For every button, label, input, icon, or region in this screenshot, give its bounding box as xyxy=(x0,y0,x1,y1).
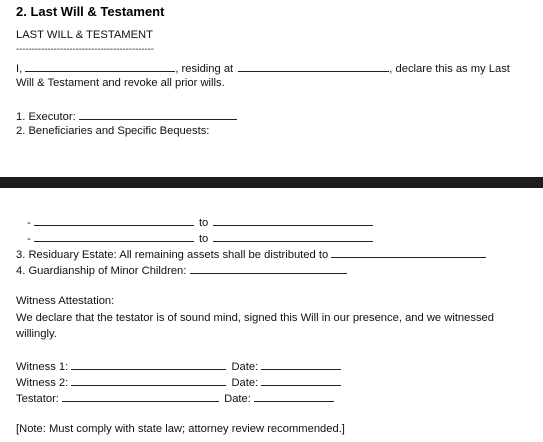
testator-address-field[interactable] xyxy=(238,61,389,72)
witness2-label: Witness 2: xyxy=(16,377,69,389)
guardianship-field[interactable] xyxy=(190,263,347,274)
residuary-beneficiary-field[interactable] xyxy=(331,247,486,258)
witness1-signature-field[interactable] xyxy=(71,359,226,370)
beneficiaries-label: 2. Beneficiaries and Specific Bequests: xyxy=(16,125,210,137)
residuary-label: 3. Residuary Estate: All remaining assets shall be distributed to xyxy=(16,249,329,261)
bequest-bullet: - xyxy=(27,233,31,245)
section-heading: 2. Last Will & Testament xyxy=(16,4,165,19)
witness1-label: Witness 1: xyxy=(16,361,69,373)
executor-row xyxy=(16,109,237,124)
witness2-date-field[interactable] xyxy=(261,375,341,386)
bequest-recipient-field[interactable] xyxy=(213,215,373,226)
document-title: LAST WILL & TESTAMENT xyxy=(16,29,153,41)
intro-line-1 xyxy=(16,61,510,76)
intro-i-label: I, xyxy=(16,63,23,75)
intro-declare-label: , declare this as my Last xyxy=(389,63,510,75)
bequest-recipient-field[interactable] xyxy=(213,231,373,242)
witness-statement: We declare that the testator is of sound mind, signed this Will in our presence, and we witnessed willingly. xyxy=(16,312,494,340)
witness2-row xyxy=(16,375,341,390)
testator-name-field[interactable] xyxy=(25,61,175,72)
witness1-date-label: Date: xyxy=(231,361,259,373)
testator-signature-field[interactable] xyxy=(62,391,219,402)
intro-residing-label: , residing at xyxy=(175,63,234,75)
bequest-item-field[interactable] xyxy=(34,215,194,226)
witness1-row xyxy=(16,359,341,374)
testator-date-field[interactable] xyxy=(254,391,334,402)
testator-date-label: Date: xyxy=(224,393,251,405)
guardianship-label: 4. Guardianship of Minor Children: xyxy=(16,265,187,277)
bequest-item-field[interactable] xyxy=(34,231,194,242)
witness2-signature-field[interactable] xyxy=(71,375,226,386)
bequest-row xyxy=(27,215,373,230)
executor-field[interactable] xyxy=(79,109,237,120)
testator-label: Testator: xyxy=(16,393,59,405)
witness1-date-field[interactable] xyxy=(261,359,341,370)
page-divider xyxy=(0,177,543,188)
bequest-to-label: to xyxy=(198,233,209,245)
testator-row xyxy=(16,391,334,406)
guardianship-row xyxy=(16,263,347,278)
residuary-row xyxy=(16,247,486,262)
title-separator: -------------------------------------------- xyxy=(16,44,154,55)
bequest-bullet: - xyxy=(27,217,31,229)
witness-heading: Witness Attestation: xyxy=(16,295,115,307)
bequest-to-label: to xyxy=(198,217,209,229)
bequest-row xyxy=(27,231,373,246)
intro-line-2: Will & Testament and revoke all prior wills. xyxy=(16,77,225,89)
witness2-date-label: Date: xyxy=(231,377,259,389)
legal-note: [Note: Must comply with state law; attorney review recommended.] xyxy=(16,423,345,435)
executor-label: 1. Executor: xyxy=(16,111,76,123)
